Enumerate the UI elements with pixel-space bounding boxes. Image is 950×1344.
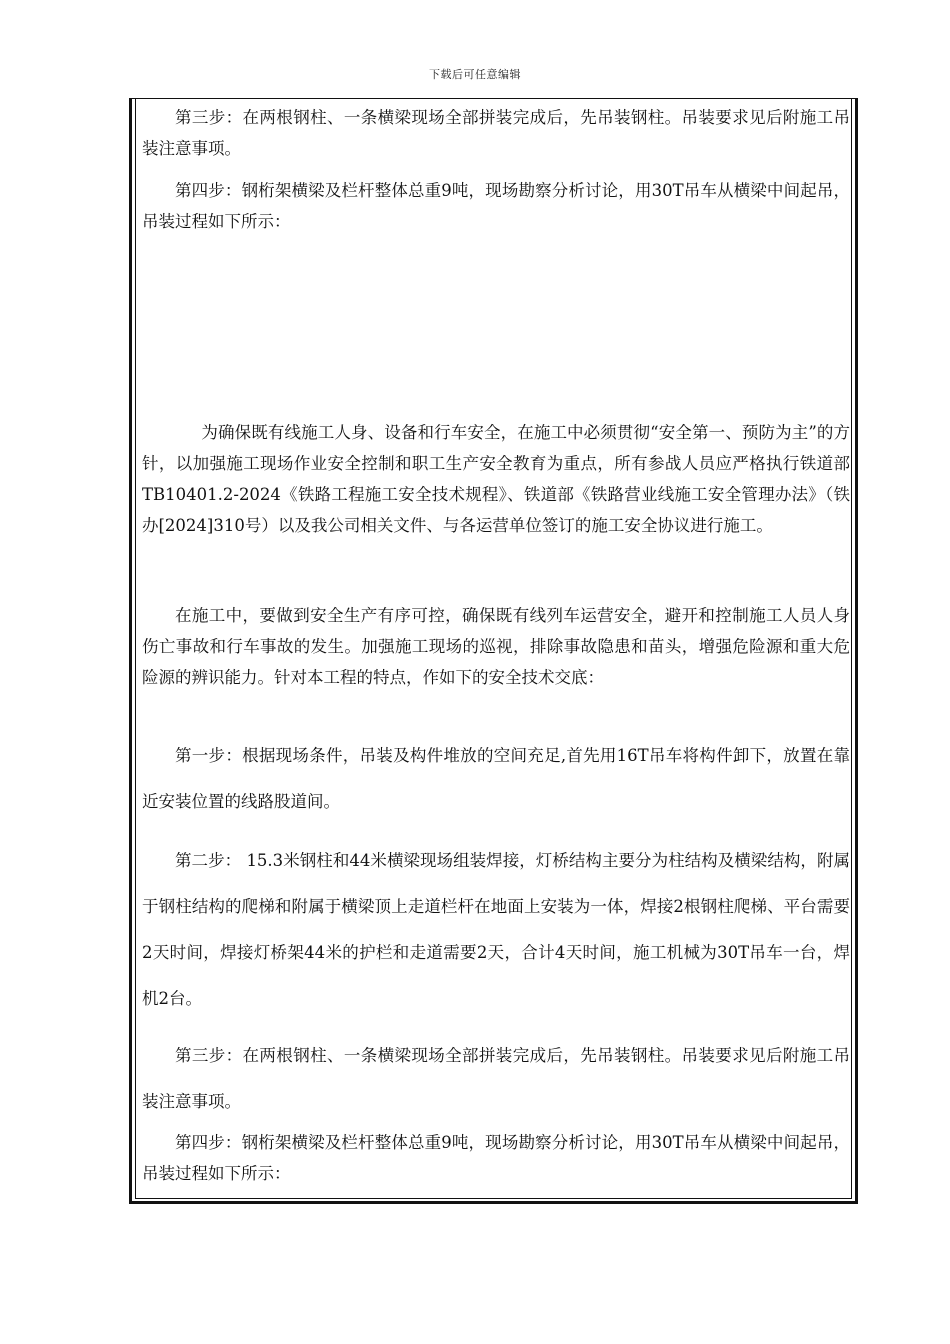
image-placeholder-area: [142, 245, 850, 405]
paragraph-step1: 第一步：根据现场条件，吊装及构件堆放的空间充足,首先用16T吊车将构件卸下，放置在靠近安装位置的线路股道间。: [142, 746, 850, 811]
paragraph-safety-intro: 为确保既有线施工人身、设备和行车安全，在施工中必须贯彻“安全第一、预防为主”的方针，以加强施工现场作业安全控制和职工生产安全教育为重点，所有参战人员应严格执行铁道部TB10401.2-2024《铁路工程施工安全技术规程》、铁道部《铁路营业线施工安全管理办法》（铁办[2024]310号）以及我公司相关文件、与各运营单位签订的施工安全协议进行施工。: [142, 423, 850, 535]
paragraph-step2: 第二步： 15.3米钢柱和44米横梁现场组装焊接，灯桥结构主要分为柱结构及横梁结构，附属于钢柱结构的爬梯和附属于横梁顶上走道栏杆在地面上安装为一体，焊接2根钢柱爬梯、平台需要2天时间，焊接灯桥架44米的护栏和走道需要2天，合计4天时间，施工机械为30T吊车一台，焊机2台。: [142, 851, 850, 1008]
paragraph-step3-top: 第三步：在两根钢柱、一条横梁现场全部拼装完成后，先吊装钢柱。吊装要求见后附施工吊装注意事项。: [142, 108, 850, 158]
paragraph-step4: 第四步：钢桁架横梁及栏杆整体总重9吨，现场勘察分析讨论，用30T吊车从横梁中间起吊，吊装过程如下所示：: [142, 1133, 850, 1183]
inner-rule-right: [851, 98, 852, 1198]
inner-rule-left: [135, 98, 136, 1198]
paragraph-step4-top: 第四步：钢桁架横梁及栏杆整体总重9吨，现场勘察分析讨论，用30T吊车从横梁中间起吊，吊装过程如下所示：: [142, 181, 850, 231]
paragraph-step3: 第三步：在两根钢柱、一条横梁现场全部拼装完成后，先吊装钢柱。吊装要求见后附施工吊装注意事项。: [142, 1046, 850, 1111]
page-header-note: 下载后可任意编辑: [429, 68, 521, 81]
paragraph-safety-control: 在施工中，要做到安全生产有序可控，确保既有线列车运营安全，避开和控制施工人员人身伤亡事故和行车事故的发生。加强施工现场的巡视，排除事故隐患和苗头，增强危险源和重大危险源的辨识能力。针对本工程的特点，作如下的安全技术交底：: [142, 606, 850, 687]
inner-rule-bottom: [135, 1198, 852, 1199]
